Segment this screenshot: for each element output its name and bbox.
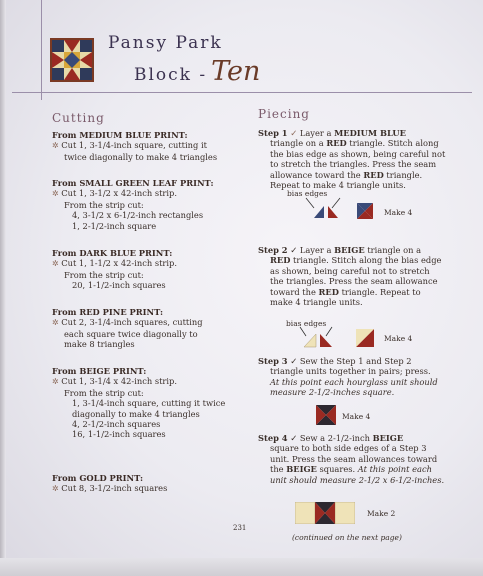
step-1: Step 1 ✓ Layer a MEDIUM BLUE triangle on a RED triangle. Stitch along the bias edge as shown, being careful not to stretch the triangles. Press the seam allowance toward the RED triangle. Repeat to make 4 triangle units. xyxy=(258,128,446,191)
group-header: From BEIGE PRINT: xyxy=(52,366,147,376)
step-label: Step 3 xyxy=(258,356,288,366)
cut-line: 4, 2-1/2-inch squares xyxy=(72,419,161,430)
snowflake-bullet-icon: ✲ xyxy=(52,377,62,387)
group-header: From RED PINE PRINT: xyxy=(52,307,164,317)
cut-line: 4, 3-1/2 x 6-1/2-inch rectangles xyxy=(72,210,204,221)
step-label: Step 1 xyxy=(258,128,288,138)
snowflake-bullet-icon: ✲ xyxy=(52,318,62,328)
piecing-heading: Piecing xyxy=(258,107,310,121)
check-arrow-icon: ✓ xyxy=(290,356,298,366)
snowflake-bullet-icon: ✲ xyxy=(52,259,62,269)
cut-line: each square twice diagonally to xyxy=(64,328,198,339)
cut-line: 1, 3-1/4-inch square, cutting it twice xyxy=(72,398,226,409)
cut-line: Cut 1, 3-1/2 x 42-inch strip. xyxy=(61,188,178,199)
make-label: Make 4 xyxy=(384,208,413,217)
continued-note: (continued on the next page) xyxy=(292,533,402,542)
cut-line: Cut 1, 1-1/2 x 42-inch strip. xyxy=(61,258,178,269)
step4-unit-diagram xyxy=(295,502,355,524)
group-header: From SMALL GREEN LEAF PRINT: xyxy=(52,178,214,188)
bias-edges-label: bias edges xyxy=(286,319,327,328)
cut-line: twice diagonally to make 4 triangles xyxy=(64,151,218,162)
step-label: Step 4 xyxy=(258,433,288,443)
cutting-column xyxy=(52,130,277,510)
make-label: Make 4 xyxy=(342,412,371,421)
step2-triangles-diagram xyxy=(290,326,354,348)
cut-line: Cut 2, 3-1/4-inch squares, cutting xyxy=(61,317,203,328)
bias-edges-label: bias edges xyxy=(287,189,328,198)
cut-line: diagonally to make 4 triangles xyxy=(72,408,200,419)
vertical-rule xyxy=(41,0,42,100)
hourglass-unit-diagram xyxy=(316,405,336,425)
step-label: Step 2 xyxy=(258,245,288,255)
make-label: Make 2 xyxy=(367,509,396,518)
step2-unit xyxy=(356,329,374,347)
cutting-group xyxy=(52,473,272,495)
check-arrow-icon: ✓ xyxy=(290,433,298,443)
group-header: From DARK BLUE PRINT: xyxy=(52,248,173,258)
title-block-label: Block - xyxy=(134,65,208,85)
step1-triangles-diagram xyxy=(300,196,356,220)
cut-line: make 8 triangles xyxy=(64,339,135,350)
cut-line: From the strip cut: xyxy=(64,269,144,280)
cutting-group xyxy=(52,178,272,231)
cut-line: 16, 1-1/2-inch squares xyxy=(72,429,166,440)
title-script: Ten xyxy=(211,56,261,87)
cutting-heading: Cutting xyxy=(52,111,105,125)
horizontal-rule xyxy=(12,92,472,93)
snowflake-bullet-icon: ✲ xyxy=(52,141,62,151)
cutting-group xyxy=(52,248,272,291)
title-line1: Pansy Park xyxy=(108,33,223,53)
step1-unit xyxy=(357,203,373,219)
cutting-group xyxy=(52,307,272,350)
step-4: Step 4 ✓ Sew a 2-1/2-inch BEIGE square to both side edges of a Step 3 unit. Press the seam allowances toward the BEIGE squares. At this point each unit should measure 2-1/2 x 6-1/2-inches. xyxy=(258,433,445,485)
check-arrow-icon: ✓ xyxy=(290,245,298,255)
check-arrow-icon: ✓ xyxy=(290,128,298,138)
cut-line: From the strip cut: xyxy=(64,387,144,398)
page-number: 231 xyxy=(233,524,247,532)
cut-line: Cut 1, 3-1/4-inch square, cutting it xyxy=(61,140,207,151)
make-label: Make 4 xyxy=(384,334,413,343)
group-header: From MEDIUM BLUE PRINT: xyxy=(52,130,188,140)
cut-line: From the strip cut: xyxy=(64,199,144,210)
step-3: Step 3 ✓ Sew the Step 1 and Step 2 triangle units together in pairs; press. At this point each hourglass unit should measure 2-1/2-inches square. xyxy=(258,356,438,398)
page-spine-shadow xyxy=(0,0,6,576)
title-line2 xyxy=(134,56,260,87)
quilt-block-icon xyxy=(50,38,94,82)
snowflake-bullet-icon: ✲ xyxy=(52,189,62,199)
group-header: From GOLD PRINT: xyxy=(52,473,144,483)
cut-line: Cut 1, 3-1/4 x 42-inch strip. xyxy=(61,376,178,387)
cut-line: 20, 1-1/2-inch squares xyxy=(72,280,166,291)
cut-line: Cut 8, 3-1/2-inch squares xyxy=(61,483,168,494)
page-bottom-edge xyxy=(0,558,483,576)
snowflake-bullet-icon: ✲ xyxy=(52,484,62,494)
cutting-group xyxy=(52,130,272,162)
cutting-group xyxy=(52,366,272,440)
step-2: Step 2 ✓ Layer a BEIGE triangle on a RED triangle. Stitch along the bias edge as shown, being careful not to stretch the triangles. Press the seam allowance toward the RED triangle. Repeat to make 4 triangle units. xyxy=(258,245,442,308)
cut-line: 1, 2-1/2-inch square xyxy=(72,220,157,231)
